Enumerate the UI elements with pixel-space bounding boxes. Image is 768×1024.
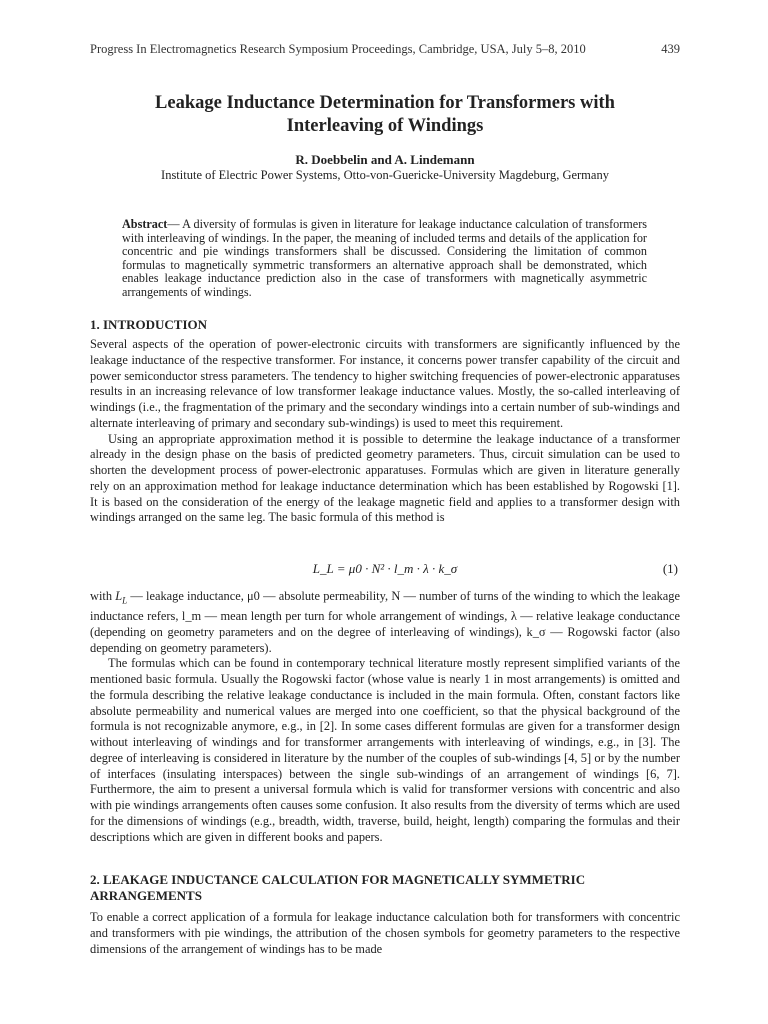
abstract-text: — A diversity of formulas is given in literature for leakage inductance calculation of transformers with interleaving of windings. In the paper, the meaning of included terms and details of the application for concentric and pie windings transformers shall be discussed. Considering the limitation of common formulas to magnetically symmetric transformers an alternative approach shall be demonstrated, which enables leakage inductance prediction also in the case of transformers with magnetically asymmetric arrangements of windings. — [122, 217, 647, 299]
equation-number: (1) — [662, 561, 678, 576]
section-1-body-a — [90, 337, 680, 526]
paragraph: Using an appropriate approximation method it is possible to determine the leakage inductance of a transformer already in the design phase on the basis of predicted geometry parameters. Thus, circuit simulation can be used to shorten the development process of power-electronic apparatuses. Formulas which are given in literature generally rely on an approximation method for leakage inductance determination which has been established by Rogowski [1]. It is based on the consideration of the energy of the leakage magnetic field and applies to a transformer design with windings arranged on the same leg. The basic formula of this method is — [90, 431, 680, 525]
section-1-body-b — [90, 589, 680, 845]
title-line-2: Interleaving of Windings — [286, 116, 484, 136]
paragraph: with $L_L$ — leakage inductance, μ0 — absolute permeability, N — number of turns of the winding to which the leakage inductance refers, l_m — mean length per turn for whole arrangement of windings, λ — relative leakage conductance (depending on geometry parameters and on the degree of interleaving of windings), k_σ — Rogowski factor (also depending on geometry parameters). — [90, 589, 680, 655]
equation-formula: L_L = μ0 · N² · l_m · λ · k_σ — [312, 561, 458, 576]
abstract — [122, 218, 647, 300]
equation-1 — [90, 561, 680, 581]
paragraph: To enable a correct application of a formula for leakage inductance calculation both for transformers with concentric and transformers with pie windings, the attribution of the chosen symbols for geometry parameters to the respective dimensions of the arrangement of windings has to be made — [90, 910, 680, 956]
title-line-1: Leakage Inductance Determination for Transformers with — [155, 93, 615, 113]
paper-title — [90, 92, 680, 138]
paragraph: The formulas which can be found in contemporary technical literature mostly represent simplified variants of the mentioned basic formula. Usually the Rogowski factor (whose value is nearly 1 in most arrangements) is omitted and the formula describing the relative leakage conductance is included in the main formula. Often, constant factors like absolute permeability and numerical values are merged into one coefficient, so that the physical background of the formula is not recognizable anymore, e.g., in [2]. In some cases different formulas are given for a transformer design without interleaving of windings and for transformer arrangements with interleaving of windings, e.g., in [3]. The degree of interleaving is considered in literature by the number of the couples of sub-windings [4, 5] or by the number of interfaces (insulating interspaces) between the single sub-windings of an arrangement of windings [6, 7]. Furthermore, the aim to present a universal formula which is valid for transformer versions with concentric and also with pie windings arrangements often causes some confusion. It also results from the diversity of terms which are used for the dimensions of windings (e.g., breadth, width, traverse, build, height, length) comparing the formulas and their descriptions which are given in different books and papers. — [90, 656, 680, 844]
section-heading-leakage-calculation: 2. LEAKAGE INDUCTANCE CALCULATION FOR MAGNETICALLY SYMMETRIC ARRANGEMENTS — [90, 872, 586, 903]
symbol-definitions: — leakage inductance, μ0 — absolute permeability, N — number of turns of the winding to which the leakage inductance refers, l_m — mean length per turn for whole arrangement of windings, λ — relative leakage conductance (depending on geometry parameters and on the degree of interleaving of windings), k_σ — Rogowski factor (also depending on geometry parameters). — [90, 589, 680, 655]
section-heading-introduction: 1. INTRODUCTION — [90, 317, 208, 332]
section-2-body — [90, 910, 680, 957]
authors: R. Doebbelin and A. Lindemann — [295, 152, 475, 167]
paragraph: Several aspects of the operation of power-electronic circuits with transformers are significantly influenced by the leakage inductance of the respective transformer. For instance, it concerns power transfer capability of the circuit and power semiconductor stress parameters. The tendency to higher switching frequencies of power-electronic apparatuses results in an increasing relevance of low transformer leakage inductance values. Mostly, the so-called interleaving of windings (i.e., the fragmentation of the primary and the secondary windings into a certain number of sub-windings and alternate interleaving of primary and secondary sub-windings) is used to meet this requirement. — [90, 337, 680, 430]
affiliation: Institute of Electric Power Systems, Otto-von-Guericke-University Magdeburg, Germany — [161, 168, 609, 182]
abstract-label: Abstract — [122, 217, 168, 231]
with-word: with — [90, 589, 113, 603]
page-number: 439 — [661, 42, 680, 56]
running-header — [90, 42, 680, 57]
running-title: Progress In Electromagnetics Research Symposium Proceedings, Cambridge, USA, July 5–8, 2010 — [90, 42, 586, 56]
